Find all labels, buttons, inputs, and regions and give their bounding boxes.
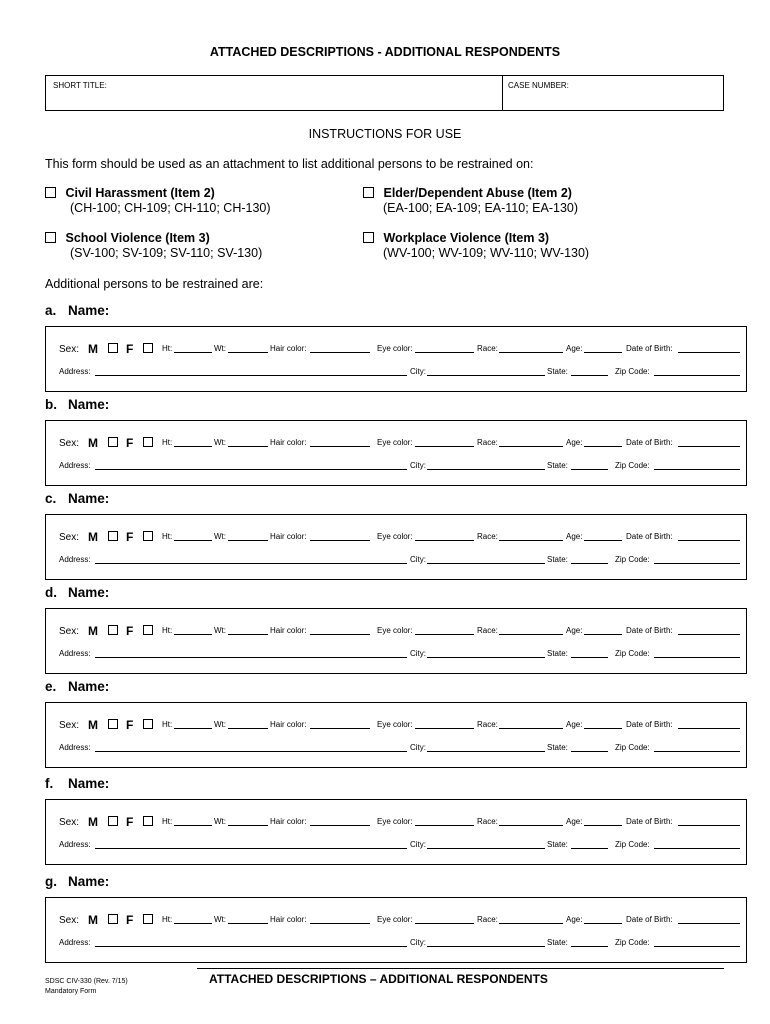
workplace-violence-checkbox[interactable]: [363, 232, 374, 243]
eye-color-field[interactable]: [415, 352, 474, 353]
eye-color-field[interactable]: [415, 446, 474, 447]
weight-label: Wt:: [214, 817, 226, 826]
male-checkbox[interactable]: [108, 625, 118, 635]
case-number-label: CASE NUMBER:: [508, 81, 569, 90]
male-checkbox[interactable]: [108, 437, 118, 447]
option-school-violence: [45, 231, 262, 260]
page-title: ATTACHED DESCRIPTIONS - ADDITIONAL RESPONDENTS: [209, 45, 561, 59]
person-letter: a.: [45, 303, 57, 318]
dob-label: Date of Birth:: [626, 915, 673, 924]
age-label: Age:: [566, 720, 583, 729]
hair-color-field[interactable]: [310, 825, 370, 826]
female-checkbox[interactable]: [143, 625, 153, 635]
person-box-1: [45, 420, 747, 486]
dob-field[interactable]: [678, 728, 740, 729]
person-heading-5: [45, 776, 109, 791]
city-field[interactable]: [427, 946, 545, 947]
dob-label: Date of Birth:: [626, 438, 673, 447]
person-letter: e.: [45, 679, 57, 694]
option-forms: (CH-100; CH-109; CH-110; CH-130): [70, 201, 271, 215]
address-label: Address:: [59, 555, 91, 564]
male-label: M: [88, 342, 98, 356]
age-field[interactable]: [584, 728, 622, 729]
race-label: Race:: [477, 532, 498, 541]
address-field[interactable]: [95, 657, 407, 658]
height-label: Ht:: [162, 817, 173, 826]
hair-color-field[interactable]: [310, 634, 370, 635]
age-label: Age:: [566, 438, 583, 447]
dob-label: Date of Birth:: [626, 344, 673, 353]
weight-field[interactable]: [228, 825, 268, 826]
elder-abuse-checkbox[interactable]: [363, 187, 374, 198]
dob-field[interactable]: [678, 923, 740, 924]
height-field[interactable]: [174, 728, 212, 729]
person-heading-1: [45, 397, 109, 412]
hair-color-label: Hair color:: [270, 532, 307, 541]
option-forms: (WV-100; WV-109; WV-110; WV-130): [383, 246, 590, 260]
height-label: Ht:: [162, 344, 173, 353]
footer-form-id: [45, 977, 128, 997]
person-box-4: [45, 702, 747, 768]
sex-label: Sex:: [59, 915, 80, 926]
height-field[interactable]: [174, 352, 212, 353]
city-label: City:: [410, 649, 426, 658]
height-label: Ht:: [162, 532, 173, 541]
female-checkbox[interactable]: [143, 719, 153, 729]
name-label: Name:: [68, 874, 110, 889]
dob-field[interactable]: [678, 540, 740, 541]
short-title-label: SHORT TITLE:: [53, 81, 107, 90]
height-field[interactable]: [174, 446, 212, 447]
address-label: Address:: [59, 743, 91, 752]
height-label: Ht:: [162, 720, 173, 729]
person-heading-4: [45, 679, 109, 694]
address-label: Address:: [59, 649, 91, 658]
dob-field[interactable]: [678, 446, 740, 447]
height-label: Ht:: [162, 626, 173, 635]
state-field[interactable]: [571, 946, 608, 947]
state-field[interactable]: [571, 751, 608, 752]
sex-label: Sex:: [59, 532, 80, 543]
height-label: Ht:: [162, 438, 173, 447]
eye-color-label: Eye color:: [377, 817, 413, 826]
age-field[interactable]: [584, 825, 622, 826]
hair-color-label: Hair color:: [270, 344, 307, 353]
eye-color-label: Eye color:: [377, 344, 413, 353]
civil-harassment-checkbox[interactable]: [45, 187, 56, 198]
option-label: Elder/Dependent Abuse (Item 2): [383, 186, 572, 200]
zip-label: Zip Code:: [615, 461, 650, 470]
option-label: School Violence (Item 3): [65, 231, 210, 245]
city-field[interactable]: [427, 469, 545, 470]
state-label: State:: [547, 649, 568, 658]
height-field[interactable]: [174, 923, 212, 924]
female-label: F: [126, 815, 134, 829]
name-label: Name:: [68, 585, 110, 600]
state-label: State:: [547, 840, 568, 849]
sex-label: Sex:: [59, 344, 80, 355]
person-heading-3: [45, 585, 109, 600]
weight-field[interactable]: [228, 728, 268, 729]
person-box-6: [45, 897, 747, 963]
hair-color-field[interactable]: [310, 446, 370, 447]
eye-color-label: Eye color:: [377, 720, 413, 729]
dob-label: Date of Birth:: [626, 817, 673, 826]
weight-label: Wt:: [214, 915, 226, 924]
zip-label: Zip Code:: [615, 649, 650, 658]
race-field[interactable]: [499, 634, 563, 635]
female-checkbox[interactable]: [143, 437, 153, 447]
age-field[interactable]: [584, 540, 622, 541]
person-letter: f.: [45, 776, 54, 791]
race-label: Race:: [477, 817, 498, 826]
height-field[interactable]: [174, 634, 212, 635]
dob-label: Date of Birth:: [626, 626, 673, 635]
sex-label: Sex:: [59, 817, 80, 828]
person-letter: g.: [45, 874, 57, 889]
weight-label: Wt:: [214, 438, 226, 447]
eye-color-field[interactable]: [415, 923, 474, 924]
state-label: State:: [547, 367, 568, 376]
race-label: Race:: [477, 626, 498, 635]
dob-field[interactable]: [678, 634, 740, 635]
race-label: Race:: [477, 720, 498, 729]
hair-color-field[interactable]: [310, 923, 370, 924]
male-checkbox[interactable]: [108, 343, 118, 353]
person-letter: b.: [45, 397, 57, 412]
hair-color-label: Hair color:: [270, 438, 307, 447]
state-field[interactable]: [571, 563, 608, 564]
option-label: Workplace Violence (Item 3): [383, 231, 550, 245]
age-label: Age:: [566, 915, 583, 924]
option-forms: (SV-100; SV-109; SV-110; SV-130): [70, 246, 263, 260]
female-label: F: [126, 436, 134, 450]
eye-color-label: Eye color:: [377, 915, 413, 924]
weight-field[interactable]: [228, 446, 268, 447]
state-label: State:: [547, 743, 568, 752]
male-label: M: [88, 913, 98, 927]
hair-color-label: Hair color:: [270, 915, 307, 924]
name-label: Name:: [68, 397, 110, 412]
person-heading-2: [45, 491, 109, 506]
form-id: SDSC CIV-330 (Rev. 7/15): [45, 978, 128, 985]
person-letter: d.: [45, 585, 57, 600]
dob-field[interactable]: [678, 825, 740, 826]
hair-color-label: Hair color:: [270, 817, 307, 826]
person-heading-6: [45, 874, 109, 889]
race-label: Race:: [477, 915, 498, 924]
address-field[interactable]: [95, 375, 407, 376]
person-heading-0: [45, 303, 109, 318]
eye-color-field[interactable]: [415, 825, 474, 826]
city-label: City:: [410, 840, 426, 849]
race-field[interactable]: [499, 825, 563, 826]
race-label: Race:: [477, 438, 498, 447]
race-label: Race:: [477, 344, 498, 353]
height-field[interactable]: [174, 825, 212, 826]
race-field[interactable]: [499, 923, 563, 924]
age-label: Age:: [566, 532, 583, 541]
footer-rule: [197, 968, 724, 969]
hair-color-field[interactable]: [310, 540, 370, 541]
name-label: Name:: [68, 491, 110, 506]
city-label: City:: [410, 938, 426, 947]
state-field[interactable]: [571, 375, 608, 376]
female-label: F: [126, 342, 134, 356]
female-checkbox[interactable]: [143, 531, 153, 541]
address-field[interactable]: [95, 563, 407, 564]
race-field[interactable]: [499, 728, 563, 729]
male-label: M: [88, 436, 98, 450]
name-label: Name:: [68, 776, 110, 791]
city-label: City:: [410, 367, 426, 376]
female-checkbox[interactable]: [143, 343, 153, 353]
male-checkbox[interactable]: [108, 816, 118, 826]
male-label: M: [88, 530, 98, 544]
race-field[interactable]: [499, 352, 563, 353]
state-label: State:: [547, 555, 568, 564]
state-field[interactable]: [571, 848, 608, 849]
person-box-5: [45, 799, 747, 865]
zip-field[interactable]: [654, 946, 740, 947]
dob-field[interactable]: [678, 352, 740, 353]
zip-field[interactable]: [654, 751, 740, 752]
hair-color-label: Hair color:: [270, 626, 307, 635]
weight-label: Wt:: [214, 720, 226, 729]
male-checkbox[interactable]: [108, 531, 118, 541]
female-checkbox[interactable]: [143, 816, 153, 826]
state-label: State:: [547, 938, 568, 947]
person-box-3: [45, 608, 747, 674]
state-field[interactable]: [571, 657, 608, 658]
female-label: F: [126, 913, 134, 927]
eye-color-field[interactable]: [415, 540, 474, 541]
city-label: City:: [410, 743, 426, 752]
race-field[interactable]: [499, 446, 563, 447]
header-divider: [502, 76, 503, 110]
age-field[interactable]: [584, 352, 622, 353]
city-field[interactable]: [427, 751, 545, 752]
option-civil-harassment: [45, 186, 271, 215]
zip-label: Zip Code:: [615, 938, 650, 947]
zip-field[interactable]: [654, 375, 740, 376]
option-label: Civil Harassment (Item 2): [65, 186, 215, 200]
race-field[interactable]: [499, 540, 563, 541]
weight-field[interactable]: [228, 352, 268, 353]
mandatory-form: Mandatory Form: [45, 988, 97, 995]
hair-color-field[interactable]: [310, 352, 370, 353]
height-field[interactable]: [174, 540, 212, 541]
eye-color-label: Eye color:: [377, 438, 413, 447]
name-label: Name:: [68, 679, 110, 694]
zip-field[interactable]: [654, 848, 740, 849]
additional-intro: Additional persons to be restrained are:: [45, 277, 264, 291]
hair-color-label: Hair color:: [270, 720, 307, 729]
option-forms: (EA-100; EA-109; EA-110; EA-130): [383, 201, 579, 215]
eye-color-field[interactable]: [415, 728, 474, 729]
age-field[interactable]: [584, 446, 622, 447]
weight-field[interactable]: [228, 540, 268, 541]
male-label: M: [88, 718, 98, 732]
female-label: F: [126, 530, 134, 544]
person-box-0: [45, 326, 747, 392]
age-label: Age:: [566, 626, 583, 635]
female-label: F: [126, 624, 134, 638]
weight-label: Wt:: [214, 626, 226, 635]
instructions-heading: INSTRUCTIONS FOR USE: [308, 127, 462, 141]
city-label: City:: [410, 461, 426, 470]
eye-color-label: Eye color:: [377, 532, 413, 541]
address-label: Address:: [59, 938, 91, 947]
zip-field[interactable]: [654, 657, 740, 658]
eye-color-label: Eye color:: [377, 626, 413, 635]
male-checkbox[interactable]: [108, 719, 118, 729]
sex-label: Sex:: [59, 626, 80, 637]
instructions-text: This form should be used as an attachment to list additional persons to be restrained on:: [45, 157, 534, 171]
zip-label: Zip Code:: [615, 743, 650, 752]
address-field[interactable]: [95, 946, 407, 947]
zip-field[interactable]: [654, 469, 740, 470]
dob-label: Date of Birth:: [626, 532, 673, 541]
sex-label: Sex:: [59, 720, 80, 731]
state-field[interactable]: [571, 469, 608, 470]
male-label: M: [88, 815, 98, 829]
height-label: Ht:: [162, 915, 173, 924]
male-checkbox[interactable]: [108, 914, 118, 924]
address-field[interactable]: [95, 751, 407, 752]
address-label: Address:: [59, 840, 91, 849]
age-label: Age:: [566, 817, 583, 826]
weight-label: Wt:: [214, 532, 226, 541]
weight-label: Wt:: [214, 344, 226, 353]
dob-label: Date of Birth:: [626, 720, 673, 729]
eye-color-field[interactable]: [415, 634, 474, 635]
zip-field[interactable]: [654, 563, 740, 564]
address-field[interactable]: [95, 469, 407, 470]
header-box: [45, 75, 724, 111]
female-checkbox[interactable]: [143, 914, 153, 924]
option-workplace-violence: [363, 231, 589, 260]
city-label: City:: [410, 555, 426, 564]
zip-label: Zip Code:: [615, 367, 650, 376]
weight-field[interactable]: [228, 634, 268, 635]
city-field[interactable]: [427, 657, 545, 658]
zip-label: Zip Code:: [615, 840, 650, 849]
state-label: State:: [547, 461, 568, 470]
person-box-2: [45, 514, 747, 580]
age-field[interactable]: [584, 634, 622, 635]
option-elder-abuse: [363, 186, 578, 215]
age-label: Age:: [566, 344, 583, 353]
school-violence-checkbox[interactable]: [45, 232, 56, 243]
weight-field[interactable]: [228, 923, 268, 924]
city-field[interactable]: [427, 848, 545, 849]
zip-label: Zip Code:: [615, 555, 650, 564]
city-field[interactable]: [427, 563, 545, 564]
age-field[interactable]: [584, 923, 622, 924]
hair-color-field[interactable]: [310, 728, 370, 729]
person-letter: c.: [45, 491, 57, 506]
address-label: Address:: [59, 461, 91, 470]
address-field[interactable]: [95, 848, 407, 849]
city-field[interactable]: [427, 375, 545, 376]
name-label: Name:: [68, 303, 110, 318]
female-label: F: [126, 718, 134, 732]
address-label: Address:: [59, 367, 91, 376]
sex-label: Sex:: [59, 438, 80, 449]
male-label: M: [88, 624, 98, 638]
footer-title: ATTACHED DESCRIPTIONS – ADDITIONAL RESPONDENTS: [209, 972, 548, 986]
